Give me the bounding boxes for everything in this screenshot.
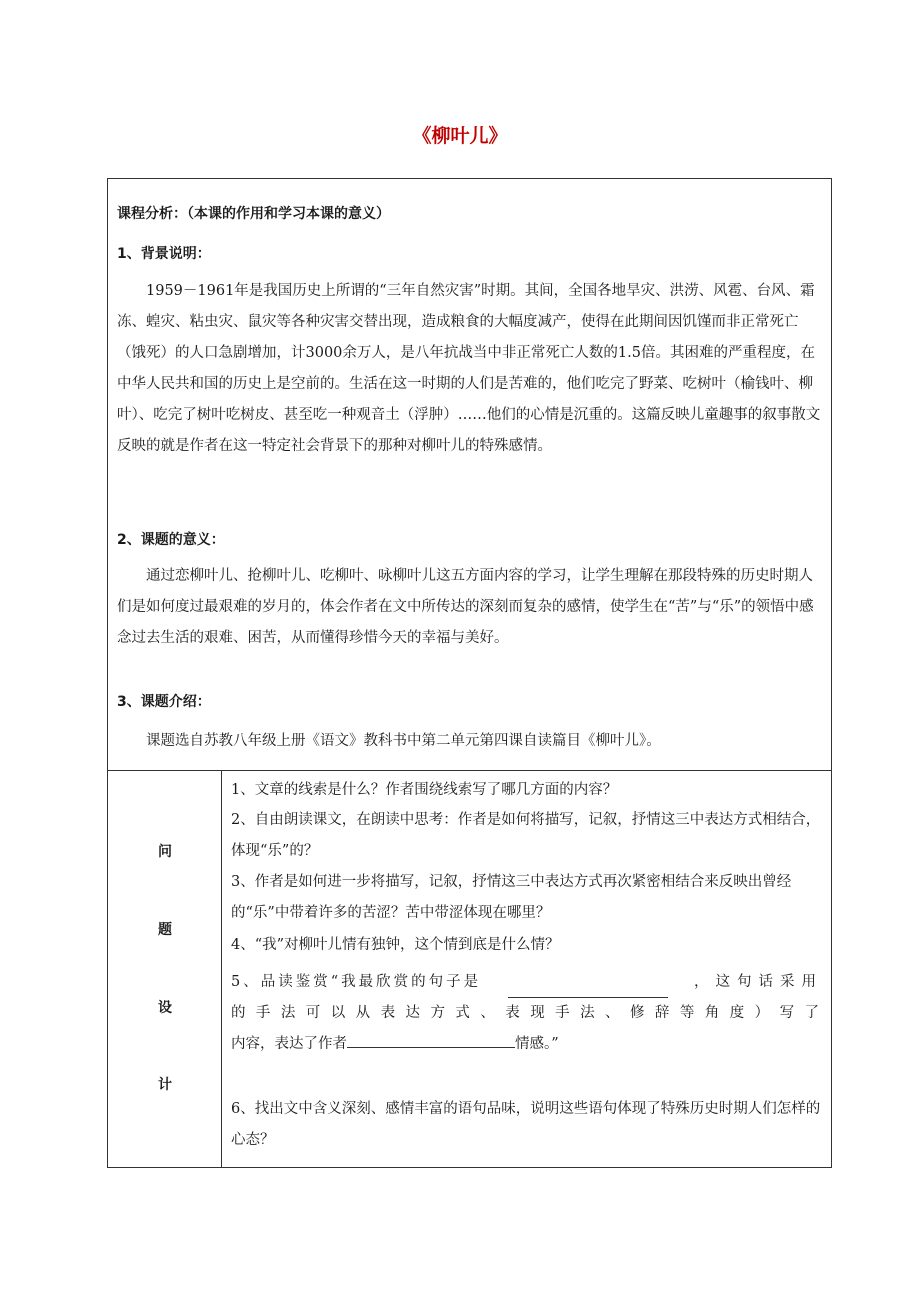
label-char-3: 设 [158, 1000, 172, 1016]
question-1: 1、文章的线索是什么？作者围绕线索写了哪几方面的内容？ [231, 782, 618, 798]
introduction-heading: 3、课题介绍： [117, 694, 211, 710]
label-char-2: 题 [158, 922, 172, 938]
question-design-label-cell [108, 771, 222, 1168]
emotion-blank[interactable] [347, 1030, 515, 1048]
background-paragraph: 1959－1961年是我国历史上所谓的“三年自然灾害”时期。其间，全国各地旱灾、洪涝、风雹、台风、霜冻、蝗灾、粘虫灾、鼠灾等各种灾害交替出现，造成粮食的大幅度减产，使得在此期间因饥馑而非正常死亡（饿死）的人口急剧增加，计3000余万人，是八年抗战当中非正常死亡人数的1.5倍。其困难的严重程度，在中华人民共和国的历史上是空前的。生活在这一时期的人们是苦难的，他们吃完了野菜、吃树叶（榆钱叶、柳叶）、吃完了树叶吃树皮、甚至吃一种观音土（浮肿）……他们的心情是沉重的。这篇反映儿童趣事的叙事散文反映的就是作者在这一特定社会背景下的那种对柳叶儿的特殊感情。 [117, 283, 821, 454]
significance-paragraph: 通过恋柳叶儿、抢柳叶儿、吃柳叶、咏柳叶儿这五方面内容的学习，让学生理解在那段特殊的历史时期人们是如何度过最艰难的岁月的，体会作者在文中所传达的深刻而复杂的感情，使学生在“苦”与“乐”的领悟中感念过去生活的艰难、困苦，从而懂得珍惜今天的幸福与美好。 [117, 568, 814, 646]
document-title: 《柳叶儿》 [412, 125, 508, 147]
question-4: 4、“我”对柳叶儿情有独钟，这个情到底是什么情？ [231, 937, 560, 953]
significance-heading: 2、课题的意义： [117, 532, 225, 548]
label-char-4: 计 [158, 1077, 172, 1093]
question-6: 6、找出文中含义深刻、感情丰富的语句品味，说明这些语句体现了特殊历史时期人们怎样的心态？ [231, 1101, 821, 1148]
question-5-part-4: 内容，表达了作者 [231, 1036, 347, 1052]
favorite-sentence-blank[interactable] [508, 980, 668, 998]
label-char-1: 问 [158, 844, 172, 860]
question-5 [231, 967, 823, 1060]
question-5-part-5: 情感。” [515, 1036, 559, 1052]
introduction-paragraph: 课题选自苏教八年级上册《语文》教科书中第二单元第四课自读篇目《柳叶儿》。 [146, 733, 661, 749]
lesson-table [107, 178, 832, 1168]
question-design-row [108, 771, 831, 1168]
question-design-content-cell [222, 771, 831, 1168]
question-3: 3、作者是如何进一步将描写，记叙，抒情这三中表达方式再次紧密相结合来反映出曾经的“乐”中带着许多的苦涩？苦中带涩体现在哪里？ [231, 874, 792, 921]
course-analysis-cell [108, 179, 831, 771]
question-5-part-2: ，这句话采用 [693, 974, 823, 990]
question-5-part-3: 的手法可以从表达方式、表现手法、修辞等角度）写了 [231, 1005, 823, 1021]
question-2: 2、自由朗读课文，在朗读中思考：作者是如何将描写，记叙，抒情这三中表达方式相结合，体现“乐”的？ [231, 812, 821, 859]
background-heading: 1、背景说明： [117, 246, 211, 262]
question-5-part-1: 5、品读鉴赏“我最欣赏的句子是 [231, 974, 482, 990]
course-analysis-heading: 课程分析：（本课的作用和学习本课的意义） [117, 206, 390, 222]
